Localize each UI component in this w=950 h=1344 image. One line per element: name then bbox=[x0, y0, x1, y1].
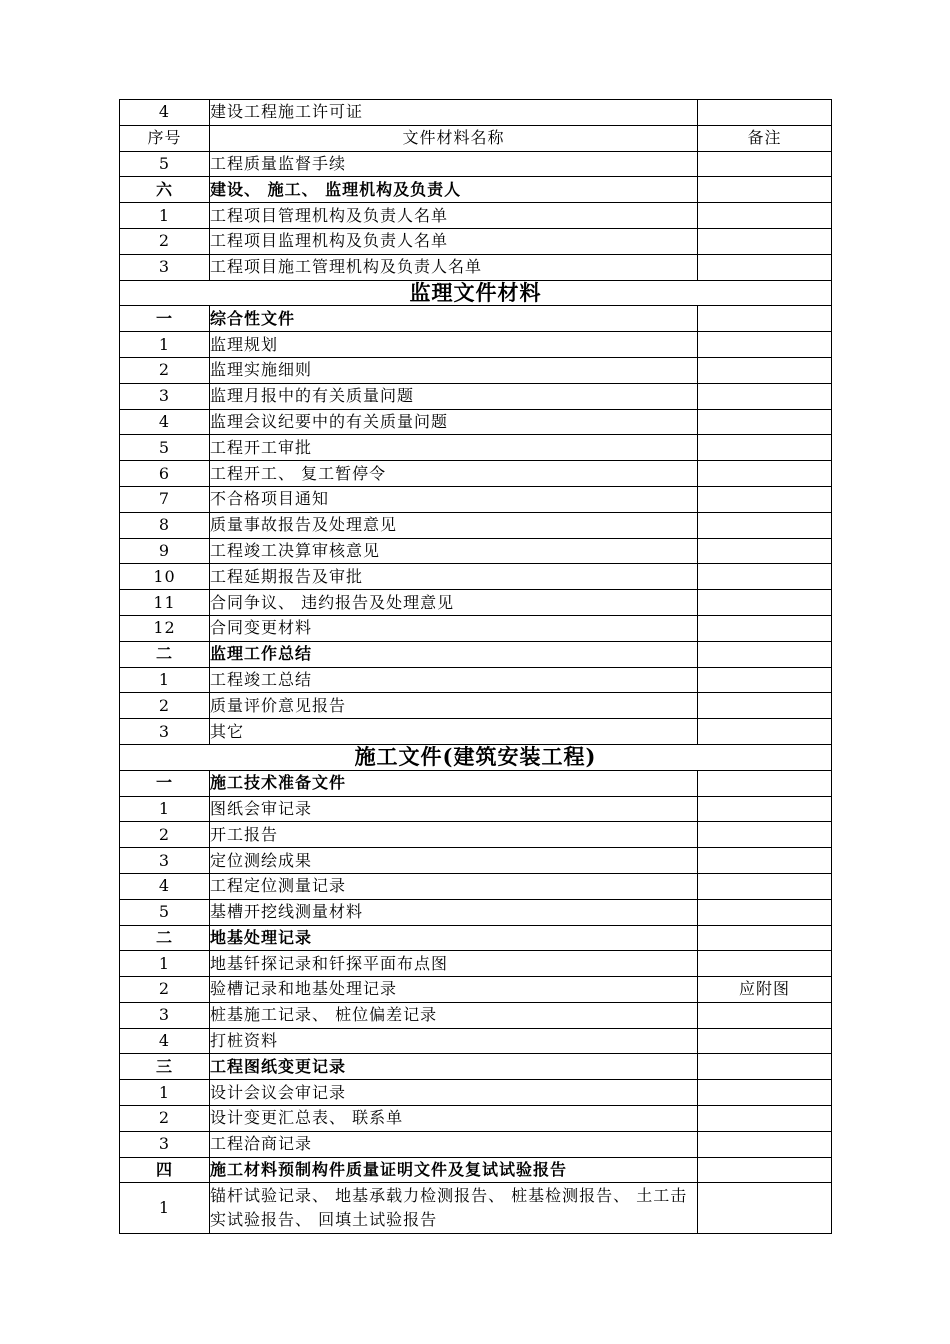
row-number: 3 bbox=[120, 254, 210, 280]
row-remark bbox=[698, 615, 832, 641]
table-row bbox=[120, 1002, 832, 1028]
row-remark bbox=[698, 486, 832, 512]
row-number: 2 bbox=[120, 228, 210, 254]
header-number: 序号 bbox=[120, 125, 210, 151]
row-number: 5 bbox=[120, 435, 210, 461]
row-remark bbox=[698, 228, 832, 254]
row-name: 工程开工审批 bbox=[210, 435, 698, 461]
table-row bbox=[120, 203, 832, 229]
row-number: 2 bbox=[120, 693, 210, 719]
row-name: 监理实施细则 bbox=[210, 357, 698, 383]
row-number: 2 bbox=[120, 977, 210, 1003]
row-name: 地基处理记录 bbox=[210, 925, 698, 951]
row-number: 1 bbox=[120, 667, 210, 693]
row-remark bbox=[698, 306, 832, 332]
table-row bbox=[120, 1028, 832, 1054]
row-remark bbox=[698, 899, 832, 925]
table-row bbox=[120, 796, 832, 822]
row-number: 1 bbox=[120, 203, 210, 229]
row-name: 监理月报中的有关质量问题 bbox=[210, 383, 698, 409]
table-row bbox=[120, 332, 832, 358]
section-title-construction: 施工文件(建筑安装工程) bbox=[120, 744, 832, 770]
row-number: 4 bbox=[120, 409, 210, 435]
row-remark bbox=[698, 254, 832, 280]
row-name: 合同争议、 违约报告及处理意见 bbox=[210, 590, 698, 616]
row-remark bbox=[698, 512, 832, 538]
row-name: 工程项目监理机构及负责人名单 bbox=[210, 228, 698, 254]
row-remark bbox=[698, 848, 832, 874]
section-heading-row bbox=[120, 744, 832, 770]
row-number: 4 bbox=[120, 873, 210, 899]
table-row bbox=[120, 177, 832, 203]
row-name: 设计会议会审记录 bbox=[210, 1080, 698, 1106]
row-name: 基槽开挖线测量材料 bbox=[210, 899, 698, 925]
file-materials-table bbox=[119, 99, 832, 1234]
table-group-supervision bbox=[120, 306, 832, 745]
table-row bbox=[120, 486, 832, 512]
row-remark bbox=[698, 770, 832, 796]
row-name: 工程开工、 复工暂停令 bbox=[210, 461, 698, 487]
row-number: 1 bbox=[120, 1183, 210, 1234]
row-number: 2 bbox=[120, 1106, 210, 1132]
row-number: 1 bbox=[120, 1080, 210, 1106]
table-row bbox=[120, 719, 832, 745]
table-row bbox=[120, 538, 832, 564]
table-body bbox=[120, 100, 832, 152]
row-number: 一 bbox=[120, 770, 210, 796]
row-name: 桩基施工记录、 桩位偏差记录 bbox=[210, 1002, 698, 1028]
table-row bbox=[120, 357, 832, 383]
row-remark bbox=[698, 538, 832, 564]
row-remark bbox=[698, 1080, 832, 1106]
row-remark bbox=[698, 409, 832, 435]
table-group-construction bbox=[120, 770, 832, 1183]
table-row bbox=[120, 873, 832, 899]
row-remark bbox=[698, 693, 832, 719]
row-name: 工程洽商记录 bbox=[210, 1131, 698, 1157]
row-name: 定位测绘成果 bbox=[210, 848, 698, 874]
row-name: 施工材料预制构件质量证明文件及复试试验报告 bbox=[210, 1157, 698, 1183]
row-number: 5 bbox=[120, 151, 210, 177]
row-remark bbox=[698, 822, 832, 848]
table-row bbox=[120, 1131, 832, 1157]
row-name: 工程图纸变更记录 bbox=[210, 1054, 698, 1080]
row-remark bbox=[698, 564, 832, 590]
table-row bbox=[120, 641, 832, 667]
table-row bbox=[120, 1054, 832, 1080]
row-number: 六 bbox=[120, 177, 210, 203]
table-row bbox=[120, 770, 832, 796]
row-name: 工程竣工总结 bbox=[210, 667, 698, 693]
row-name: 监理会议纪要中的有关质量问题 bbox=[210, 409, 698, 435]
table-row bbox=[120, 1080, 832, 1106]
row-remark bbox=[698, 461, 832, 487]
row-name: 质量评价意见报告 bbox=[210, 693, 698, 719]
row-number: 1 bbox=[120, 332, 210, 358]
row-name: 合同变更材料 bbox=[210, 615, 698, 641]
table-group-last bbox=[120, 1183, 832, 1234]
table-row bbox=[120, 306, 832, 332]
row-number: 1 bbox=[120, 951, 210, 977]
row-name: 工程项目施工管理机构及负责人名单 bbox=[210, 254, 698, 280]
row-name: 不合格项目通知 bbox=[210, 486, 698, 512]
table-row bbox=[120, 848, 832, 874]
row-remark bbox=[698, 435, 832, 461]
row-number: 11 bbox=[120, 590, 210, 616]
row-number: 3 bbox=[120, 719, 210, 745]
row-remark bbox=[698, 873, 832, 899]
row-remark bbox=[698, 383, 832, 409]
row-name: 工程质量监督手续 bbox=[210, 151, 698, 177]
table-row bbox=[120, 1183, 832, 1234]
row-number: 四 bbox=[120, 1157, 210, 1183]
row-name: 监理规划 bbox=[210, 332, 698, 358]
row-remark bbox=[698, 177, 832, 203]
row-number: 10 bbox=[120, 564, 210, 590]
table-header-row bbox=[120, 125, 832, 151]
row-remark bbox=[698, 925, 832, 951]
row-number: 6 bbox=[120, 461, 210, 487]
table-row bbox=[120, 951, 832, 977]
section-title-supervision: 监理文件材料 bbox=[120, 280, 832, 306]
header-name: 文件材料名称 bbox=[210, 125, 698, 151]
row-name: 地基钎探记录和钎探平面布点图 bbox=[210, 951, 698, 977]
header-remark: 备注 bbox=[698, 125, 832, 151]
row-remark bbox=[698, 590, 832, 616]
section-heading-row bbox=[120, 280, 832, 306]
row-number: 2 bbox=[120, 822, 210, 848]
row-remark: 应附图 bbox=[698, 977, 832, 1003]
table-row bbox=[120, 590, 832, 616]
row-remark bbox=[698, 1054, 832, 1080]
table-row bbox=[120, 1157, 832, 1183]
row-number: 一 bbox=[120, 306, 210, 332]
row-remark bbox=[698, 1183, 832, 1234]
table-row bbox=[120, 667, 832, 693]
table-row bbox=[120, 409, 832, 435]
row-name: 验槽记录和地基处理记录 bbox=[210, 977, 698, 1003]
row-name: 综合性文件 bbox=[210, 306, 698, 332]
row-remark bbox=[698, 357, 832, 383]
row-number: 2 bbox=[120, 357, 210, 383]
table-row bbox=[120, 512, 832, 538]
row-number: 二 bbox=[120, 925, 210, 951]
row-name: 工程延期报告及审批 bbox=[210, 564, 698, 590]
row-remark bbox=[698, 203, 832, 229]
table-row bbox=[120, 228, 832, 254]
row-name: 锚杆试验记录、 地基承载力检测报告、 桩基检测报告、 土工击实试验报告、 回填土试验报告 bbox=[210, 1183, 698, 1234]
row-number: 7 bbox=[120, 486, 210, 512]
table-row bbox=[120, 615, 832, 641]
row-remark bbox=[698, 1028, 832, 1054]
row-remark bbox=[698, 1131, 832, 1157]
row-name: 工程竣工决算审核意见 bbox=[210, 538, 698, 564]
row-name: 质量事故报告及处理意见 bbox=[210, 512, 698, 538]
table-row bbox=[120, 383, 832, 409]
table-row bbox=[120, 822, 832, 848]
row-remark bbox=[698, 1002, 832, 1028]
table-row bbox=[120, 435, 832, 461]
table-row bbox=[120, 977, 832, 1003]
row-number: 9 bbox=[120, 538, 210, 564]
row-name: 施工技术准备文件 bbox=[210, 770, 698, 796]
row-remark bbox=[698, 1157, 832, 1183]
row-remark bbox=[698, 1106, 832, 1132]
row-number: 12 bbox=[120, 615, 210, 641]
row-name: 打桩资料 bbox=[210, 1028, 698, 1054]
row-name: 开工报告 bbox=[210, 822, 698, 848]
row-remark bbox=[698, 719, 832, 745]
row-name: 其它 bbox=[210, 719, 698, 745]
row-remark bbox=[698, 796, 832, 822]
row-name: 图纸会审记录 bbox=[210, 796, 698, 822]
row-number: 3 bbox=[120, 848, 210, 874]
table-row bbox=[120, 461, 832, 487]
table-row bbox=[120, 100, 832, 126]
row-number: 3 bbox=[120, 1131, 210, 1157]
row-number: 5 bbox=[120, 899, 210, 925]
row-remark bbox=[698, 667, 832, 693]
row-remark bbox=[698, 641, 832, 667]
row-name: 建设工程施工许可证 bbox=[210, 100, 698, 126]
row-name: 工程定位测量记录 bbox=[210, 873, 698, 899]
row-number: 二 bbox=[120, 641, 210, 667]
table-group-construction-info bbox=[120, 151, 832, 280]
row-name: 工程项目管理机构及负责人名单 bbox=[210, 203, 698, 229]
table-row bbox=[120, 151, 832, 177]
table-row bbox=[120, 925, 832, 951]
table-row bbox=[120, 1106, 832, 1132]
table-row bbox=[120, 899, 832, 925]
row-remark bbox=[698, 100, 832, 126]
row-number: 3 bbox=[120, 1002, 210, 1028]
table-row bbox=[120, 254, 832, 280]
row-remark bbox=[698, 951, 832, 977]
row-number: 4 bbox=[120, 1028, 210, 1054]
row-number: 三 bbox=[120, 1054, 210, 1080]
row-name: 监理工作总结 bbox=[210, 641, 698, 667]
row-remark bbox=[698, 332, 832, 358]
section-heading-group bbox=[120, 744, 832, 770]
section-heading-group bbox=[120, 280, 832, 306]
row-number: 4 bbox=[120, 100, 210, 126]
table-row bbox=[120, 693, 832, 719]
row-name: 建设、 施工、 监理机构及负责人 bbox=[210, 177, 698, 203]
row-number: 1 bbox=[120, 796, 210, 822]
row-number: 3 bbox=[120, 383, 210, 409]
row-remark bbox=[698, 151, 832, 177]
row-number: 8 bbox=[120, 512, 210, 538]
row-name: 设计变更汇总表、 联系单 bbox=[210, 1106, 698, 1132]
table-row bbox=[120, 564, 832, 590]
